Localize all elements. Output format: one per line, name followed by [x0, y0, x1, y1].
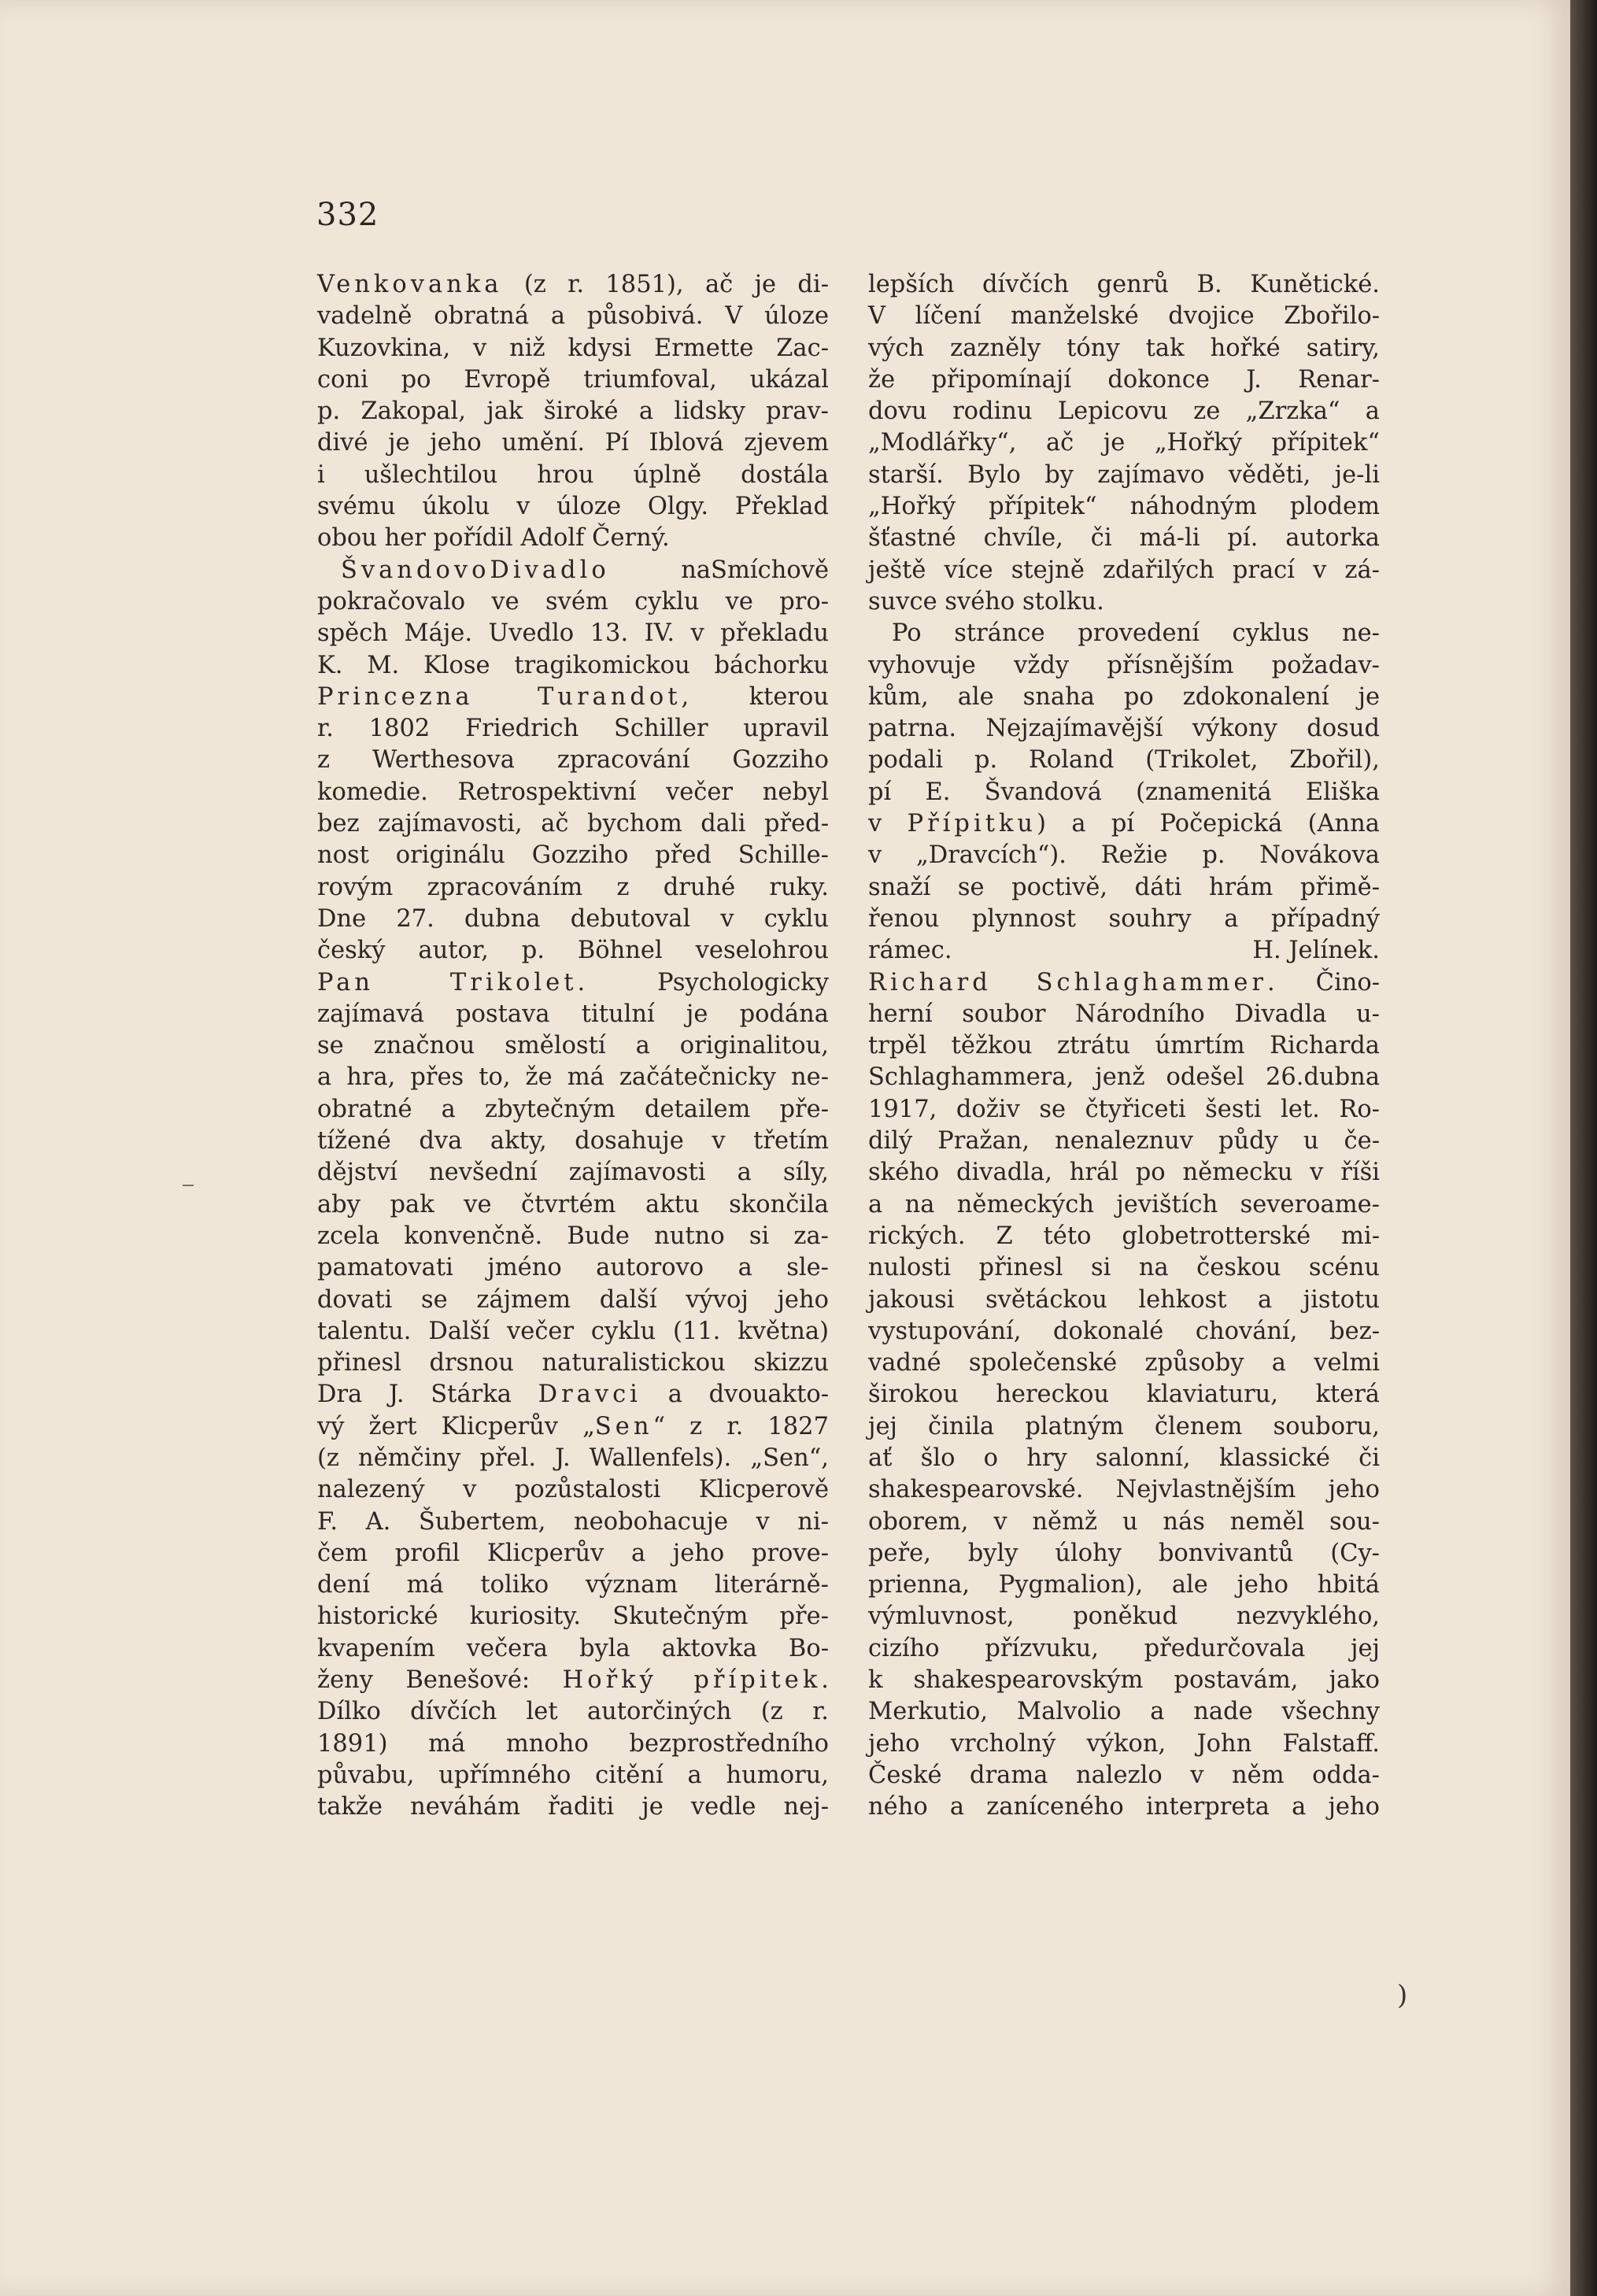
text-segment: p. Zakopal, jak široké a lidsky prav- [317, 397, 829, 426]
text-line [868, 808, 1380, 840]
text-segment: . Čino- [1267, 968, 1381, 996]
left-column [317, 269, 829, 1824]
text-segment: takže neváhám řaditi je vedle nej- [317, 1793, 829, 1821]
text-segment: podali p. Roland (Trikolet, Zbořil), [868, 746, 1380, 775]
text-line [317, 301, 829, 332]
text-line [317, 1507, 829, 1538]
text-segment: patrna. Nejzajímavější výkony dosud [868, 715, 1380, 743]
text-segment: lepších dívčích genrů B. Kunětické. [868, 271, 1380, 298]
text-segment: kům, ale snaha po zdokonalení je [868, 682, 1380, 711]
text-segment: obratné a zbytečným detailem pře- [317, 1095, 829, 1123]
text-line [317, 586, 829, 618]
text-segment: vyhovuje vždy přísnějším požadav- [868, 651, 1380, 679]
text-line [868, 1411, 1380, 1443]
text-segment: ského divadla, hrál po německu v říši [868, 1159, 1380, 1187]
text-line [868, 1316, 1380, 1348]
text-line [317, 396, 829, 427]
page-number: 332 [316, 197, 379, 233]
text-segment: V líčení manželské dvojice Zbořilo- [868, 302, 1380, 331]
text-line [317, 1348, 829, 1379]
text-line [868, 1157, 1380, 1189]
text-segment: K. M. Klose tragikomickou báchorku [317, 651, 829, 679]
text-line [868, 713, 1380, 745]
text-line [868, 1696, 1380, 1728]
text-segment: a dvouakto- [641, 1381, 829, 1409]
author-signature: H. Jelínek. [1252, 937, 1380, 965]
text-line [868, 523, 1380, 554]
text-line [317, 1379, 829, 1411]
text-segment: český autor, p. Böhnel veselohrou [317, 937, 829, 965]
text-line [868, 999, 1380, 1030]
text-line [868, 745, 1380, 776]
text-line [317, 1189, 829, 1221]
text-line [868, 682, 1380, 713]
text-line [868, 1507, 1380, 1538]
text-segment: obou her pořídil Adolf Černý. [317, 524, 670, 553]
text-line [317, 1221, 829, 1252]
text-line [868, 1569, 1380, 1601]
text-line [868, 1221, 1380, 1252]
text-segment: dovu rodinu Lepicovu ze „Zrzka“ a [868, 397, 1380, 426]
text-segment: talentu. Další večer cyklu (11. května) [317, 1317, 829, 1345]
text-segment: peře, byly úlohy bonvivantů (Cy- [868, 1539, 1380, 1567]
text-line [868, 840, 1380, 871]
text-line [868, 1094, 1380, 1126]
text-segment: trpěl těžkou ztrátu úmrtím Richarda [868, 1032, 1380, 1060]
text-line [868, 777, 1380, 808]
text-segment: snaží se poctivě, dáti hrám přimě- [868, 873, 1380, 901]
text-segment: suvce svého stolku. [868, 587, 1104, 616]
text-segment: šťastné chvíle, či má-li pí. autorka [868, 524, 1380, 553]
margin-dash-mark [183, 1185, 194, 1186]
text-line [868, 1189, 1380, 1221]
text-line [317, 840, 829, 871]
text-line [317, 650, 829, 682]
text-line [317, 1443, 829, 1474]
text-line [317, 872, 829, 904]
text-segment: dení má toliko význam literárně- [317, 1571, 829, 1599]
text-line [317, 1728, 829, 1760]
text-line [317, 1696, 829, 1728]
text-segment: „Hořký přípitek“ náhodným plodem [868, 493, 1380, 521]
text-segment: ještě více stejně zdařilých prací v zá- [868, 556, 1380, 584]
text-segment: kvapením večera byla aktovka Bo- [317, 1634, 829, 1662]
text-segment: 1891) má mnoho bezprostředního [317, 1729, 829, 1758]
text-segment: rámec. [868, 937, 952, 965]
text-segment: jakousi světáckou lehkost a jistotu [868, 1285, 1380, 1314]
text-segment: jej činila platným členem souboru, [868, 1412, 1380, 1440]
text-line [868, 1030, 1380, 1062]
text-line [317, 1601, 829, 1632]
text-line [868, 1348, 1380, 1379]
text-segment: coni po Evropě triumfoval, ukázal [317, 365, 829, 394]
text-segment: Kuzovkina, v niž kdysi Ermette Zac- [317, 334, 829, 362]
text-segment: širokou hereckou klaviaturu, která [868, 1381, 1380, 1409]
text-segment: komedie. Retrospektivní večer nebyl [317, 778, 829, 806]
text-segment: (z r. 1851), ač je di- [502, 271, 829, 298]
text-segment: oborem, v němž u nás neměl sou- [868, 1507, 1380, 1536]
text-line [317, 1252, 829, 1284]
right-column [868, 269, 1380, 1824]
text-line [868, 301, 1380, 332]
text-line [317, 1157, 829, 1189]
text-segment: nost originálu Gozziho před Schille- [317, 841, 829, 870]
text-segment: cizího přízvuku, předurčovala jej [868, 1634, 1380, 1662]
text-line [317, 1411, 829, 1443]
text-line [317, 364, 829, 396]
text-segment: . Psychologicky [577, 968, 829, 996]
text-segment: divé je jeho umění. Pí Iblová zjevem [317, 429, 829, 457]
text-line [317, 269, 829, 301]
text-line [868, 1126, 1380, 1157]
text-segment: herní soubor Národního Divadla u- [868, 1000, 1380, 1028]
text-line [317, 555, 829, 586]
text-segment: spěch Máje. Uvedlo 13. IV. v překladu [317, 619, 829, 648]
text-line [868, 935, 1380, 967]
text-segment: tížené dva akty, dosahuje v třetím [317, 1127, 829, 1155]
text-line [868, 1760, 1380, 1791]
text-segment: že připomínají dokonce J. Renar- [868, 365, 1380, 394]
text-segment: dilý Pražan, nenaleznuv půdy u če- [868, 1127, 1380, 1155]
text-segment: svému úkolu v úloze Olgy. Překlad [317, 493, 829, 521]
text-segment: „Modlářky“, ač je „Hořký přípitek“ [868, 429, 1380, 457]
text-segment: (z němčiny přel. J. Wallenfels). „Sen“, [317, 1444, 829, 1472]
text-segment: . [821, 1666, 829, 1695]
text-line [868, 650, 1380, 682]
text-line [868, 1538, 1380, 1569]
text-line [317, 1665, 829, 1696]
text-line [317, 999, 829, 1030]
text-line [868, 1633, 1380, 1665]
text-segment: a na německých jevištích severoame- [868, 1190, 1380, 1218]
text-segment: rických. Z této globetrotterské mi- [868, 1222, 1380, 1250]
text-line [317, 682, 829, 713]
text-segment: Princezna Turandot [317, 682, 682, 711]
text-segment: Dne 27. dubna debutoval v cyklu [317, 904, 829, 933]
text-line [868, 427, 1380, 459]
text-segment: 1917, doživ se čtyřiceti šesti let. Ro- [868, 1095, 1380, 1123]
text-segment: pí E. Švandová (znamenitá Eliška [868, 778, 1380, 806]
text-line [868, 618, 1380, 649]
text-line [868, 1665, 1380, 1696]
text-line [317, 427, 829, 459]
text-segment: historické kuriosity. Skutečným pře- [317, 1603, 829, 1631]
text-segment: Sen [594, 1412, 653, 1440]
text-line [868, 904, 1380, 935]
text-line [868, 269, 1380, 301]
text-line [868, 586, 1380, 618]
text-line [868, 1285, 1380, 1316]
text-line [868, 1601, 1380, 1632]
text-segment: ného a zaníceného interpreta a jeho [868, 1793, 1380, 1821]
text-segment: dovati se zájmem další vývoj jeho [317, 1285, 829, 1314]
text-segment: v „Dravcích“). Režie p. Novákova [868, 841, 1380, 870]
text-line [868, 1062, 1380, 1093]
text-line [868, 1443, 1380, 1474]
text-segment: nulosti přinesl si na českou scénu [868, 1254, 1380, 1282]
text-line [317, 1538, 829, 1569]
text-segment: Hořký přípitek [562, 1666, 822, 1695]
text-line [868, 1379, 1380, 1411]
text-segment: vadné společenské způsoby a velmi [868, 1349, 1380, 1377]
text-segment: Přípitku [907, 810, 1037, 838]
text-line [317, 745, 829, 776]
page-edge-shadow [1570, 0, 1597, 2296]
text-segment: výmluvnost, poněkud nezvyklého, [868, 1603, 1380, 1631]
text-line [317, 967, 829, 999]
text-segment: z Werthesova zpracování Gozziho [317, 746, 829, 775]
text-line [317, 1474, 829, 1506]
text-line [868, 460, 1380, 491]
text-segment: jeho vrcholný výkon, John Falstaff. [868, 1729, 1380, 1758]
text-segment: naSmíchově [609, 556, 829, 584]
text-segment: a hra, přes to, že má začátečnicky ne- [317, 1063, 829, 1092]
text-line [868, 1791, 1380, 1823]
text-line [868, 1474, 1380, 1506]
text-segment: i ušlechtilou hrou úplně dostála [317, 460, 829, 489]
text-line [317, 333, 829, 364]
text-line [317, 904, 829, 935]
text-segment: nalezený v pozůstalosti Klicperově [317, 1476, 829, 1504]
text-line [868, 555, 1380, 586]
text-segment: Dílko dívčích let autorčiných (z r. [317, 1698, 829, 1726]
text-segment: zcela konvenčně. Bude nutno si za- [317, 1222, 829, 1250]
text-segment: Pan Trikolet [317, 968, 578, 996]
text-line [317, 1094, 829, 1126]
text-segment: ) a pí Počepická (Anna [1037, 810, 1380, 838]
text-segment: bez zajímavosti, ač bychom dali před- [317, 810, 829, 838]
text-segment: Venkovanka [317, 271, 503, 298]
text-segment: ŠvandovoDivadlo [341, 556, 610, 584]
text-segment: dějství nevšední zajímavosti a síly, [317, 1159, 829, 1187]
text-segment: “ z r. 1827 [652, 1412, 829, 1440]
text-line [317, 1030, 829, 1062]
text-line [317, 1791, 829, 1823]
text-line [868, 1252, 1380, 1284]
text-segment: Richard Schlaghammer [868, 968, 1268, 996]
text-line [317, 1316, 829, 1348]
text-segment: se značnou smělostí a originalitou, [317, 1032, 829, 1060]
text-segment: přinesl drsnou naturalistickou skizzu [317, 1349, 829, 1377]
text-segment: r. 1802 Friedrich Schiller upravil [317, 715, 829, 743]
text-segment: starší. Bylo by zajímavo věděti, je-li [868, 460, 1380, 489]
text-segment: pokračovalo ve svém cyklu ve pro- [317, 587, 829, 616]
text-line [868, 872, 1380, 904]
text-line [317, 1633, 829, 1665]
text-segment: Po stránce provedení cyklus ne- [892, 619, 1380, 648]
text-segment: ženy Benešové: [317, 1666, 563, 1695]
text-segment: Dravci [538, 1381, 641, 1409]
text-line [317, 713, 829, 745]
text-segment: ať šlo o hry salonní, klassické či [868, 1444, 1380, 1472]
text-line [317, 460, 829, 491]
text-segment: pamatovati jméno autorovo a sle- [317, 1254, 829, 1282]
text-segment: čem profil Klicperův a jeho prove- [317, 1539, 829, 1567]
text-segment: prienna, Pygmalion), ale jeho hbitá [868, 1571, 1380, 1599]
text-segment: Schlaghammera, jenž odešel 26.dubna [868, 1063, 1380, 1092]
text-segment: půvabu, upřímného citění a humoru, [317, 1761, 829, 1789]
text-segment: rovým zpracováním z druhé ruky. [317, 873, 829, 901]
text-line [317, 491, 829, 523]
text-line [868, 396, 1380, 427]
text-line [868, 364, 1380, 396]
text-line [868, 967, 1380, 999]
text-line [317, 618, 829, 649]
text-segment: Merkutio, Malvolio a nade všechny [868, 1698, 1380, 1726]
text-line [317, 808, 829, 840]
text-segment: vadelně obratná a působivá. V úloze [317, 302, 829, 331]
text-segment: , kterou [681, 682, 829, 711]
text-segment: vý žert Klicperův „ [317, 1412, 595, 1440]
text-segment: zajímavá postava titulní je podána [317, 1000, 829, 1028]
text-segment: k shakespearovským postavám, jako [868, 1666, 1380, 1695]
text-segment: České drama nalezlo v něm odda- [868, 1761, 1380, 1789]
text-line [868, 491, 1380, 523]
text-segment: aby pak ve čtvrtém aktu skončila [317, 1190, 829, 1218]
text-segment: vých zazněly tóny tak hořké satiry, [868, 334, 1380, 362]
text-line [317, 1760, 829, 1791]
text-line [868, 333, 1380, 364]
text-line [317, 935, 829, 967]
text-segment: shakespearovské. Nejvlastnějším jeho [868, 1476, 1380, 1504]
text-line [317, 1062, 829, 1093]
text-line [317, 1569, 829, 1601]
text-line [317, 523, 829, 554]
text-segment: v [868, 810, 908, 838]
text-segment: řenou plynnost souhry a případný [868, 904, 1380, 933]
text-line [317, 777, 829, 808]
text-segment: vystupování, dokonalé chování, bez- [868, 1317, 1380, 1345]
text-line [317, 1126, 829, 1157]
text-line [317, 1285, 829, 1316]
margin-paren-mark: ) [1397, 1980, 1408, 2011]
text-segment: F. A. Šubertem, neobohacuje v ni- [317, 1507, 829, 1536]
text-segment: Dra J. Stárka [317, 1381, 538, 1409]
text-line [868, 1728, 1380, 1760]
